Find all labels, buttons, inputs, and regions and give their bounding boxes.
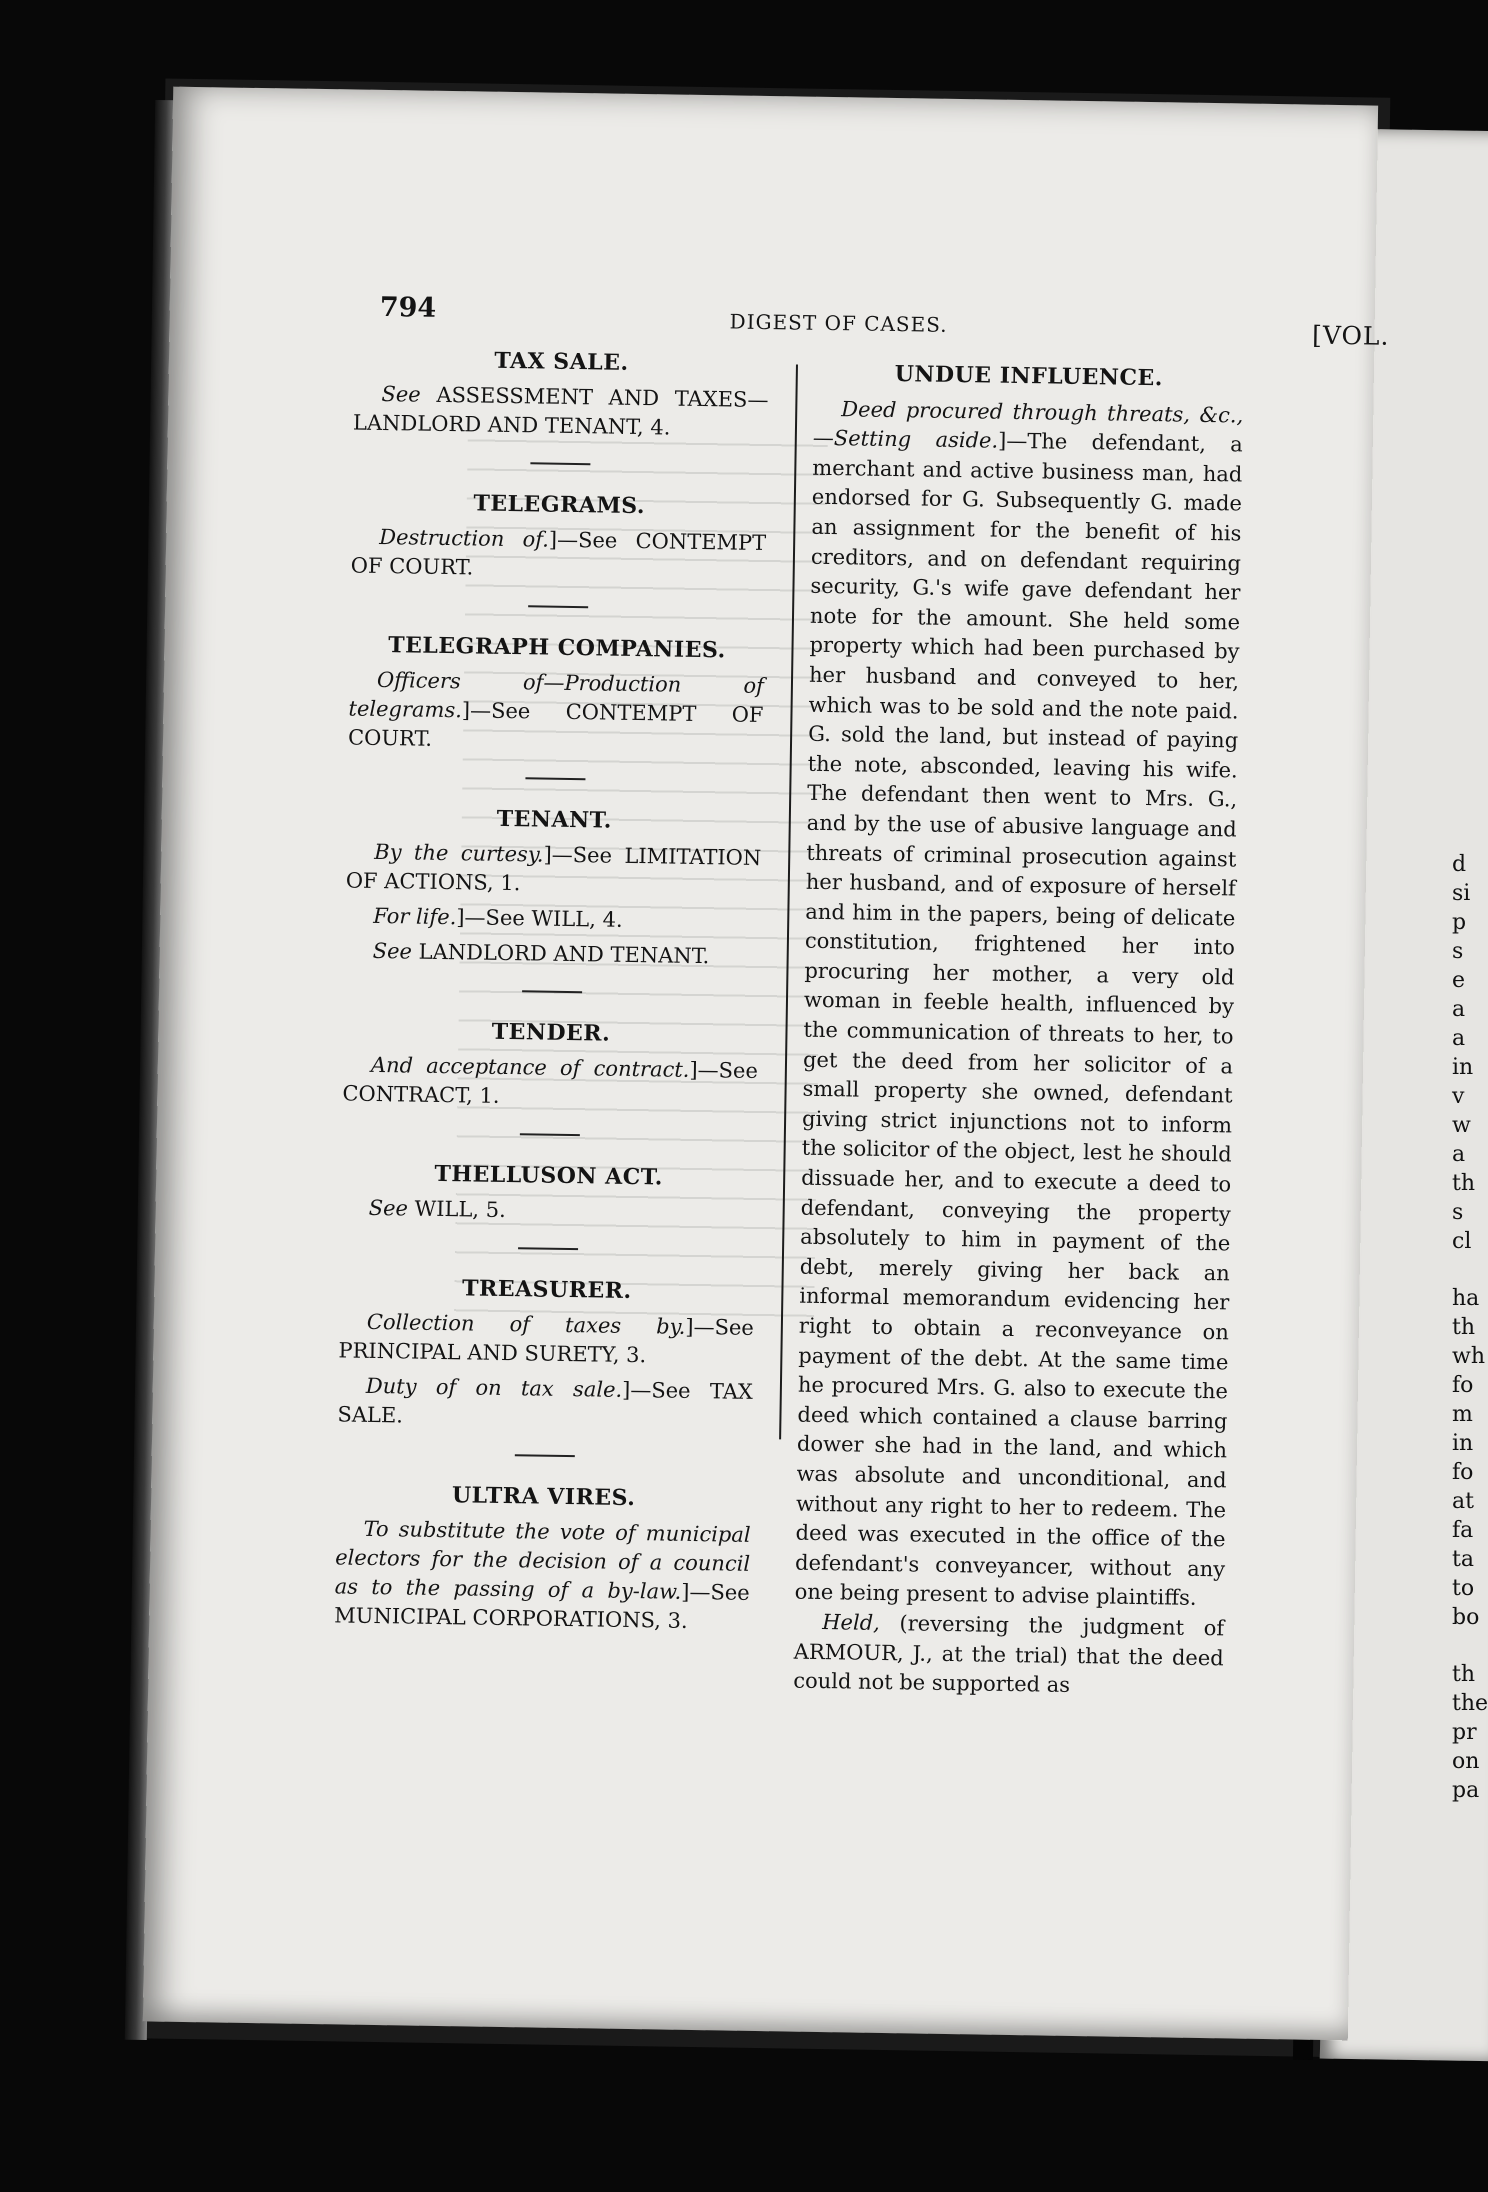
index-entry [334,1514,751,1637]
entry-reference: ]—See PRINCIPAL AND SURETY, 3. [338,1314,755,1368]
page-content [143,87,1390,2041]
entry-topic: See [372,938,413,964]
index-entry [342,1050,758,1115]
index-section [342,1015,758,1115]
facing-page-fragment: pa [1452,1778,1480,1803]
facing-page-fragment: at [1452,1489,1474,1514]
facing-page-fragment: th [1452,1171,1476,1196]
entry-topic: Duty of on tax sale. [365,1373,623,1402]
facing-page-fragment: on [1452,1749,1480,1774]
facing-page-fragment: bo [1452,1605,1480,1630]
volume-marker: [VOL. [1311,320,1390,351]
case-paragraph [794,394,1243,1614]
section-divider [525,777,585,780]
index-entry [338,1307,754,1372]
section-heading: ULTRA VIRES. [451,1482,636,1512]
section-heading: TENDER. [491,1018,611,1047]
running-title: DIGEST OF CASES. [729,309,948,337]
section-heading: TENANT. [496,805,613,834]
facing-page-fragment: in [1452,1055,1474,1080]
running-head [379,291,1390,351]
facing-page-fragment: wh [1452,1344,1485,1369]
section-heading: UNDUE INFLUENCE. [894,361,1164,392]
index-entry [353,380,769,445]
facing-page-fragment: s [1452,939,1464,964]
index-section [353,345,769,445]
facing-page-fragment: fo [1452,1373,1474,1398]
entry-reference: LANDLORD AND TENANT. [411,939,710,969]
facing-page-fragment: v [1452,1084,1465,1109]
index-section [337,1272,754,1435]
facing-page-fragment: the [1452,1691,1488,1716]
facing-page-text [1452,850,1488,1805]
facing-page-fragment: e [1452,968,1466,993]
section-divider [530,462,590,465]
facing-page-fragment: fo [1452,1460,1474,1485]
section-divider [528,605,588,608]
page-number: 794 [379,291,437,324]
entry-topic: For life. [373,903,457,930]
section-heading: TELEGRAMS. [473,490,646,520]
entry-reference: ]—See LIMITATION OF ACTIONS, 1. [345,842,762,896]
facing-page-fragment: m [1452,1402,1473,1427]
held-label: Held, [822,1609,880,1635]
index-entry [340,1193,755,1229]
case-catchline: Deed procured through threats, &c.,—Setting aside. [812,396,1244,453]
index-entry [346,837,762,902]
case-text: ]—The defendant, a merchant and active business man, had endorsed for G. Subsequently G. made an assignment for the benefit of his creditors, and on defendant requiring security, G.'s wife gave defendant her note for the amount. She held some property which had been purchased by her husband and conveyed to her, which was to be sold and the note paid. G. sold the land, but instead of paying the note, absconded, leaving his wife. The defendant then went to Mrs. G., and by the use of abusive language and threats of criminal prosecution against her husband, and of exposure of herself and him in the papers, being of delicate constitution, frightened her into procuring her mother, a very old woman in feeble health, influenced by the communication of threats to her, to get the deed from her solicitor of a small property she owned, defendant giving strict injunctions not to inform the solicitor of the object, lest he should dissuade her, and to execute a deed to defendant, conveying the property absolutely to him in payment of the debt, merely giving her back an informal memorandum evidencing her right to obtain a reconveyance on payment of the debt. At the same time he procured Mrs. G. also to execute the deed which contained a clause barring dower she had in the land, and which was absolute and unconditional, and without any right to her to redeem. The deed was executed in the office of the defendant's conveyancer, without any one being present to advise plaintiffs. [794,428,1243,1611]
entry-topic: To substitute the vote of municipal electors for the decision of a council as to the passing of a by-law. [334,1516,751,1604]
facing-page-fragment: ta [1452,1547,1474,1572]
entry-reference: ASSESSMENT AND TAXES—LANDLORD AND TENANT, 4. [352,382,769,440]
entry-topic: See [381,381,421,407]
entry-reference: ]—See CONTRACT, 1. [342,1057,759,1108]
index-section [334,1479,751,1637]
entry-topic: Officers of—Production of telegrams. [348,667,765,723]
facing-page-fragment: fa [1452,1518,1474,1543]
column-divider [779,364,798,1439]
index-section [351,488,767,588]
facing-page-fragment: a [1452,1026,1466,1051]
index-section [344,802,762,971]
facing-page-fragment: cl [1452,1229,1472,1254]
facing-page-fragment: ha [1452,1286,1480,1311]
right-column [793,359,1244,1703]
facing-page-fragment: to [1452,1576,1475,1601]
facing-page-fragment: pr [1452,1720,1477,1745]
facing-page-fragment: s [1452,1200,1464,1225]
index-section [340,1158,756,1229]
entry-reference: WILL, 5. [407,1196,506,1223]
index-section [348,630,765,759]
entry-reference: ]—See WILL, 4. [456,905,623,932]
entry-topic: And acceptance of contract. [370,1052,690,1082]
section-heading: TAX SALE. [494,347,629,376]
section-divider [514,1454,574,1457]
facing-page-fragment: a [1452,997,1466,1022]
section-divider [522,990,582,993]
section-divider [519,1133,579,1136]
entry-reference: ]—See TAX SALE. [337,1377,754,1428]
facing-page-fragment: si [1452,881,1471,906]
index-entry [348,665,764,759]
facing-page-fragment: d [1452,852,1467,877]
entry-topic: See [368,1195,409,1221]
book-page [143,87,1390,2041]
facing-page-fragment: in [1452,1431,1474,1456]
section-divider [518,1247,578,1250]
facing-page-fragment: a [1452,1142,1466,1167]
entry-reference: ]—See MUNICIPAL CORPORATIONS, 3. [334,1579,750,1633]
section-heading: TREASURER. [461,1275,632,1305]
left-column [334,345,769,1637]
held-text: (reversing the judgment of ARMOUR, J., at the trial) that the deed could not be supported as [793,1610,1225,1698]
facing-page-fragment: th [1452,1662,1476,1687]
held-paragraph [793,1608,1224,1704]
facing-page-fragment: p [1452,910,1467,935]
entry-reference: ]—See CONTEMPT OF COURT. [347,698,764,751]
index-entry [337,1371,753,1436]
index-entry [345,901,760,937]
entry-reference: ]—See CONTEMPT OF COURT. [350,527,767,580]
section-heading: THELLUSON ACT. [434,1160,664,1191]
section-heading: TELEGRAPH COMPANIES. [388,632,726,664]
entry-topic: By the curtesy. [374,839,544,867]
entry-topic: Collection of taxes by. [366,1309,686,1339]
index-entry [351,523,767,588]
entry-topic: Destruction of. [379,524,550,552]
facing-page-fragment: th [1452,1315,1476,1340]
facing-page-fragment: w [1452,1113,1471,1138]
index-entry [344,936,759,972]
